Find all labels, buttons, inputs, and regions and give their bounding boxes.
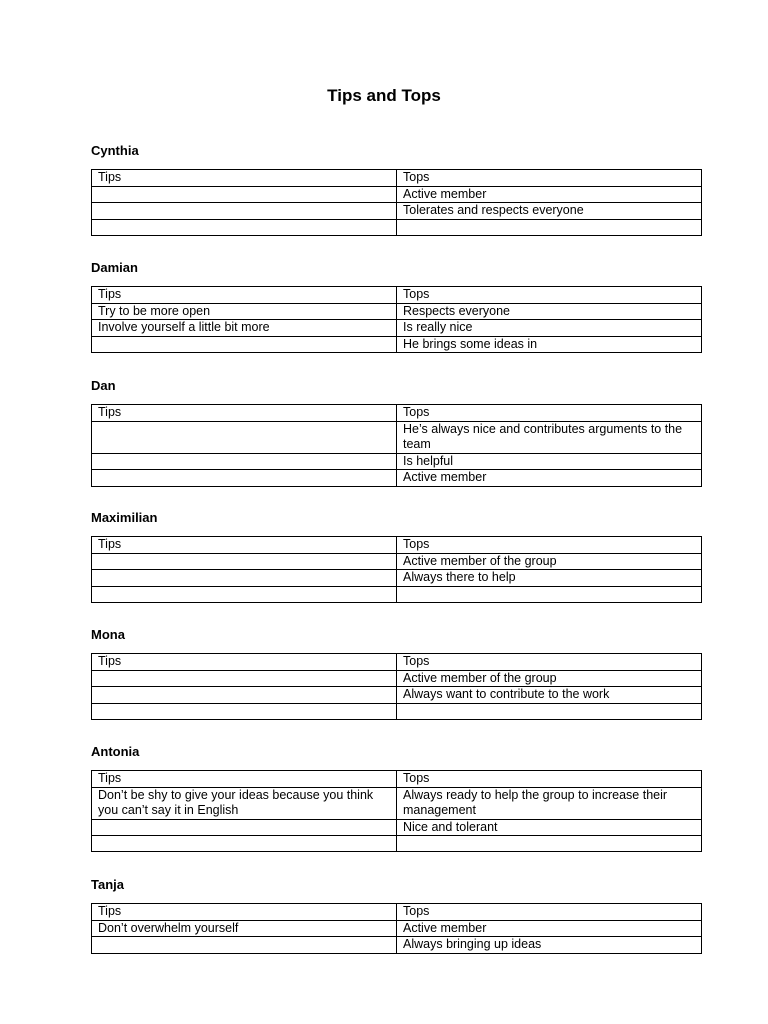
table-row — [92, 586, 702, 602]
tips-cell: Try to be more open — [92, 303, 397, 320]
tops-cell: Always want to contribute to the work — [397, 687, 702, 704]
person-name: Antonia — [91, 744, 140, 759]
tops-cell: Always bringing up ideas — [397, 937, 702, 954]
tops-cell: Active member — [397, 470, 702, 487]
section-dan — [91, 378, 683, 484]
person-name: Cynthia — [91, 143, 139, 158]
tops-cell: Respects everyone — [397, 303, 702, 320]
tips-header: Tips — [92, 287, 397, 304]
tops-cell: Always ready to help the group to increase their management — [397, 787, 702, 819]
page-title: Tips and Tops — [327, 86, 441, 105]
table-row — [92, 703, 702, 719]
tops-cell — [397, 586, 702, 602]
tops-cell — [397, 836, 702, 852]
tips-cell — [92, 703, 397, 719]
tops-header: Tops — [397, 170, 702, 187]
person-name: Damian — [91, 260, 138, 275]
tips-tops-table — [91, 286, 702, 353]
section-mona — [91, 627, 677, 701]
table-row — [92, 570, 702, 587]
tips-cell — [92, 687, 397, 704]
tops-cell: Nice and tolerant — [397, 819, 702, 836]
table-row — [92, 670, 702, 687]
table-row — [92, 421, 702, 453]
table-row — [92, 819, 702, 836]
tops-header: Tops — [397, 654, 702, 671]
tips-cell: Don’t be shy to give your ideas because you think you can’t say it in English — [92, 787, 397, 819]
tips-cell — [92, 470, 397, 487]
person-name: Mona — [91, 627, 125, 642]
tips-cell — [92, 836, 397, 852]
tips-tops-table — [91, 770, 702, 852]
table-row — [92, 787, 702, 819]
table-row — [92, 287, 702, 304]
tips-cell — [92, 586, 397, 602]
tops-header: Tops — [397, 537, 702, 554]
section-damian — [91, 260, 677, 351]
tips-cell — [92, 819, 397, 836]
table-row — [92, 219, 702, 235]
table-row — [92, 203, 702, 220]
tips-header: Tips — [92, 654, 397, 671]
table-row — [92, 186, 702, 203]
person-name: Maximilian — [91, 510, 158, 525]
table-row — [92, 405, 702, 422]
tops-cell: He’s always nice and contributes arguments to the team — [397, 421, 702, 453]
tops-cell: Active member — [397, 920, 702, 937]
tips-cell — [92, 670, 397, 687]
tops-cell: Active member of the group — [397, 670, 702, 687]
tips-cell: Involve yourself a little bit more — [92, 320, 397, 337]
tips-cell — [92, 453, 397, 470]
table-row — [92, 453, 702, 470]
tops-cell: Is helpful — [397, 453, 702, 470]
tips-cell — [92, 421, 397, 453]
tops-cell: Always there to help — [397, 570, 702, 587]
tops-cell: He brings some ideas in — [397, 336, 702, 353]
tops-header: Tops — [397, 287, 702, 304]
table-row — [92, 920, 702, 937]
tips-cell: Don’t overwhelm yourself — [92, 920, 397, 937]
tips-header: Tips — [92, 771, 397, 788]
table-row — [92, 537, 702, 554]
section-tanja — [91, 877, 677, 951]
tops-cell — [397, 219, 702, 235]
tips-tops-table — [91, 404, 702, 487]
table-row — [92, 836, 702, 852]
tips-tops-table — [91, 653, 702, 720]
tips-cell — [92, 219, 397, 235]
tips-tops-table — [91, 536, 702, 603]
table-row — [92, 320, 702, 337]
table-row — [92, 771, 702, 788]
section-maximilian — [91, 510, 677, 584]
tips-cell — [92, 937, 397, 954]
person-name: Dan — [91, 378, 116, 393]
tops-cell: Active member — [397, 186, 702, 203]
tips-cell — [92, 336, 397, 353]
tops-cell: Tolerates and respects everyone — [397, 203, 702, 220]
person-name: Tanja — [91, 877, 124, 892]
tips-cell — [92, 203, 397, 220]
table-row — [92, 687, 702, 704]
tips-tops-table — [91, 169, 702, 236]
tops-cell: Active member of the group — [397, 553, 702, 570]
tips-header: Tips — [92, 405, 397, 422]
section-cynthia — [91, 143, 677, 217]
table-row — [92, 553, 702, 570]
table-row — [92, 170, 702, 187]
table-row — [92, 937, 702, 954]
table-row — [92, 336, 702, 353]
table-row — [92, 654, 702, 671]
tops-cell: Is really nice — [397, 320, 702, 337]
tips-tops-table — [91, 903, 702, 954]
table-row — [92, 303, 702, 320]
table-row — [92, 904, 702, 921]
tips-header: Tips — [92, 904, 397, 921]
tips-header: Tips — [92, 537, 397, 554]
tips-header: Tips — [92, 170, 397, 187]
tops-header: Tops — [397, 405, 702, 422]
section-antonia — [91, 744, 677, 834]
tips-cell — [92, 553, 397, 570]
tops-header: Tops — [397, 771, 702, 788]
tops-cell — [397, 703, 702, 719]
tips-cell — [92, 570, 397, 587]
tips-cell — [92, 186, 397, 203]
tops-header: Tops — [397, 904, 702, 921]
table-row — [92, 470, 702, 487]
